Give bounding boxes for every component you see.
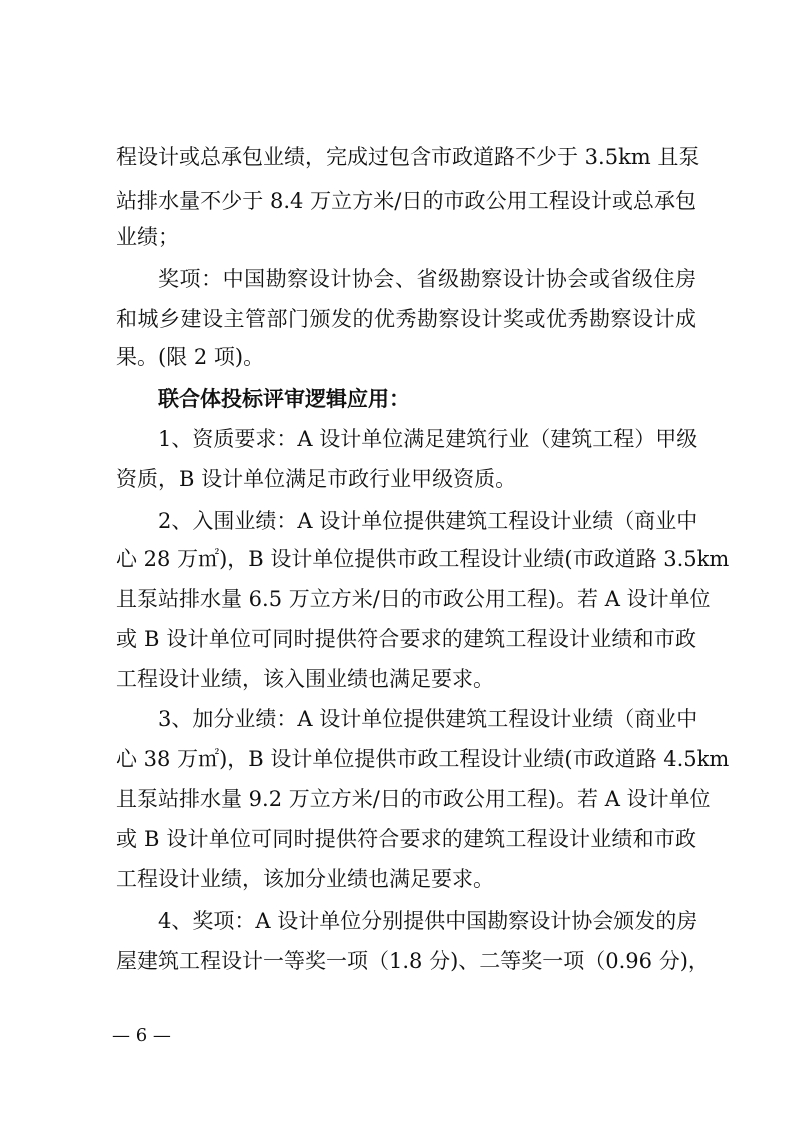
text-line-8: 1、资质要求：A 设计单位满足建筑行业（建筑工程）甲级 <box>158 427 698 451</box>
text-line-11: 心 28 万㎡)，B 设计单位提供市政工程设计业绩(市政道路 3.5km <box>116 547 730 571</box>
text-line-15: 3、加分业绩：A 设计单位提供建筑工程设计业绩（商业中 <box>158 707 698 731</box>
text-line-2: 站排水量不少于 8.4 万立方米/日的市政公用工程设计或总承包 <box>116 189 696 213</box>
text-line-4: 奖项：中国勘察设计协会、省级勘察设计协会或省级住房 <box>158 267 696 291</box>
text-line-19: 工程设计业绩，该加分业绩也满足要求。 <box>116 867 494 891</box>
text-line-5: 和城乡建设主管部门颁发的优秀勘察设计奖或优秀勘察设计成 <box>116 307 696 331</box>
text-line-17: 且泵站排水量 9.2 万立方米/日的市政公用工程)。若 A 设计单位 <box>116 787 711 811</box>
text-line-13: 或 B 设计单位可同时提供符合要求的建筑工程设计业绩和市政 <box>116 627 696 651</box>
text-line-1: 程设计或总承包业绩，完成过包含市政道路不少于 3.5km 且泵 <box>116 145 700 169</box>
text-line-20: 4、奖项：A 设计单位分别提供中国勘察设计协会颁发的房 <box>158 909 698 933</box>
text-line-10: 2、入围业绩：A 设计单位提供建筑工程设计业绩（商业中 <box>158 509 698 533</box>
text-line-9: 资质，B 设计单位满足市政行业甲级资质。 <box>116 467 517 491</box>
text-line-12: 且泵站排水量 6.5 万立方米/日的市政公用工程)。若 A 设计单位 <box>116 587 711 611</box>
page-number: — 6 — <box>112 1025 171 1046</box>
text-line-3: 业绩； <box>116 225 179 249</box>
text-line-16: 心 38 万㎡)，B 设计单位提供市政工程设计业绩(市政道路 4.5km <box>116 747 730 771</box>
text-line-14: 工程设计业绩，该入围业绩也满足要求。 <box>116 667 494 691</box>
text-line-6: 果。(限 2 项)。 <box>116 345 265 369</box>
section-heading: 联合体投标评审逻辑应用： <box>158 386 410 411</box>
text-line-18: 或 B 设计单位可同时提供符合要求的建筑工程设计业绩和市政 <box>116 827 696 851</box>
text-line-21: 屋建筑工程设计一等奖一项（1.8 分)、二等奖一项（0.96 分)， <box>116 949 709 973</box>
